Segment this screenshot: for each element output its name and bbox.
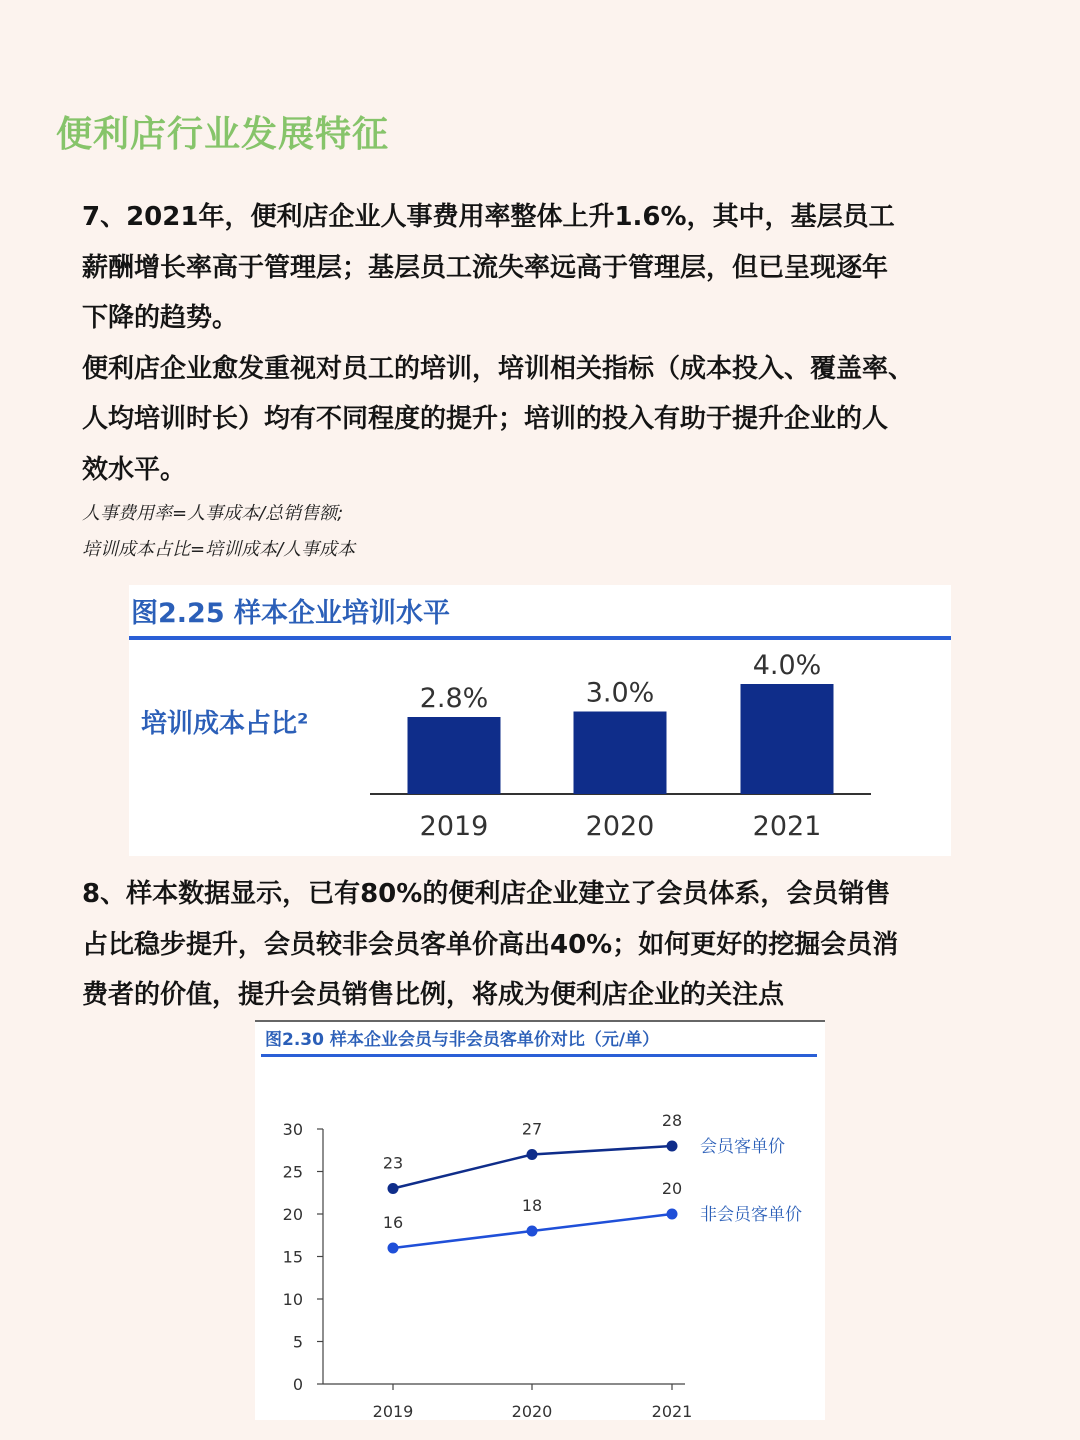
section-7-line: 7、2021年，便利店企业人事费用率整体上升1.6%，其中，基层员工 <box>82 202 895 232</box>
bar <box>408 717 501 794</box>
data-point <box>388 1243 399 1254</box>
formula-note: 人事费用率=人事成本/总销售额; <box>82 503 344 524</box>
y-tick-label: 10 <box>282 1290 303 1309</box>
section-7-line: 薪酬增长率高于管理层；基层员工流失率远高于管理层，但已呈现逐年 <box>82 252 889 283</box>
data-label: 16 <box>382 1213 404 1232</box>
section-7-line: 便利店企业愈发重视对员工的培训，培训相关指标（成本投入、覆盖率、 <box>82 353 915 384</box>
data-label: 28 <box>661 1111 683 1130</box>
section-8-line: 8、样本数据显示，已有80%的便利店企业建立了会员体系，会员销售 <box>82 879 891 909</box>
section-8-line: 占比稳步提升，会员较非会员客单价高出40%；如何更好的挖掘会员消 <box>82 929 899 960</box>
data-point <box>388 1183 399 1194</box>
section-7-line: 人均培训时长）均有不同程度的提升；培训的投入有助于提升企业的人 <box>82 404 889 434</box>
row-label: 培训成本占比² <box>141 709 309 739</box>
x-tick-label: 2021 <box>752 811 822 842</box>
bar <box>574 712 667 795</box>
training-cost-figure <box>129 585 951 856</box>
data-label: 23 <box>382 1153 404 1173</box>
y-tick-label: 0 <box>292 1375 303 1394</box>
member-price-figure <box>255 1020 825 1420</box>
bar-value-label: 4.0% <box>752 650 822 681</box>
training-cost-bar-chart <box>129 585 951 856</box>
y-tick-label: 15 <box>282 1247 303 1267</box>
x-tick-label: 2020 <box>511 1402 553 1420</box>
legend-label: 会员客单价 <box>700 1137 785 1157</box>
x-tick-label: 2019 <box>372 1402 414 1420</box>
figure-title: 图2.25 样本企业培训水平 <box>131 598 451 629</box>
section-7-line: 下降的趋势。 <box>82 303 239 333</box>
data-label: 20 <box>661 1179 683 1198</box>
data-point <box>667 1141 678 1152</box>
title-underline <box>261 1054 817 1057</box>
data-point <box>527 1226 538 1237</box>
y-tick-label: 25 <box>282 1162 303 1182</box>
title-underline <box>129 636 951 640</box>
bar <box>741 684 834 794</box>
data-label: 18 <box>521 1196 543 1215</box>
section-8-line: 费者的价值，提升会员销售比例，将成为便利店企业的关注点 <box>82 980 785 1010</box>
formula-note: 培训成本占比=培训成本/人事成本 <box>82 539 356 560</box>
page-title: 便利店行业发展特征 <box>56 114 390 155</box>
y-tick-label: 30 <box>282 1120 303 1139</box>
section-7-line: 效水平。 <box>82 454 187 485</box>
section-7-text <box>82 192 982 495</box>
legend-label: 非会员客单价 <box>700 1205 802 1225</box>
x-tick-label: 2019 <box>419 811 489 842</box>
bar-value-label: 3.0% <box>585 677 655 709</box>
y-tick-label: 5 <box>292 1332 303 1352</box>
y-tick-label: 20 <box>282 1205 303 1224</box>
data-point <box>527 1149 538 1160</box>
data-label: 27 <box>521 1119 543 1139</box>
member-price-line-chart <box>255 1020 825 1420</box>
bar-value-label: 2.8% <box>419 683 489 714</box>
x-tick-label: 2020 <box>585 811 655 842</box>
x-tick-label: 2021 <box>651 1402 693 1420</box>
section-8-text <box>82 869 982 1021</box>
data-point <box>667 1209 678 1220</box>
figure-title: 图2.30 样本企业会员与非会员客单价对比（元/单） <box>265 1030 660 1050</box>
